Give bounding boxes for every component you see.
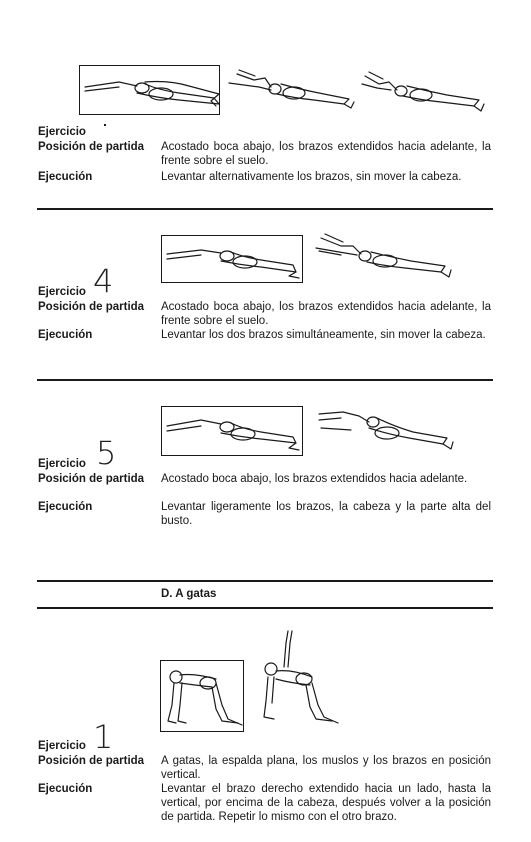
start-position-label: Posición de partida [38,473,145,485]
execution-label: Ejecución [38,783,93,795]
execution-text: Levantar alternativamente los brazos, sin mover la cabeza. [161,171,462,183]
exercise-number: 5 [96,434,117,472]
exercise-label: Ejercicio [38,286,86,298]
section-divider [37,580,493,582]
exercise-label: Ejercicio [38,740,86,752]
kneeling-figure-illustration [160,625,360,735]
exercise-label: Ejercicio [38,126,86,138]
execution-text: Levantar el brazo derecho extendido hacia un lado, hasta la vertical, por encima de la cabeza, después volver a la posición de partida. Repetir lo mismo con el otro brazo. [161,783,491,823]
execution-text: Levantar los dos brazos simultáneamente, sin mover la cabeza. [161,329,486,341]
start-position-label: Posición de partida [38,301,145,313]
execution-label: Ejecución [38,171,93,183]
exercise-number: 1 [93,718,114,756]
section-title: D. A gatas [161,588,217,600]
section-divider [37,607,493,609]
execution-text: Levantar ligeramente los brazos, la cabeza y la parte alta del busto. [161,501,491,527]
start-position-text: A gatas, la espalda plana, los muslos y los brazos en posición vertical. [161,755,491,781]
start-position-text: Acostado boca abajo, los brazos extendidos hacia adelante, la frente sobre el suelo. [161,301,491,327]
start-position-label: Posición de partida [38,755,145,767]
prone-figure-illustration [161,228,461,288]
start-position-text: Acostado boca abajo, los brazos extendidos hacia adelante. [161,473,468,485]
exercise-label: Ejercicio [38,458,86,470]
start-position-label: Posición de partida [38,141,145,153]
section-divider [37,208,493,210]
prone-figure-illustration [161,400,461,460]
section-divider [37,379,493,381]
prone-figure-illustration [79,60,531,120]
execution-label: Ejecución [38,329,93,341]
exercise-number: 4 [93,262,114,300]
start-position-text: Acostado boca abajo, los brazos extendidos hacia adelante, la frente sobre el suelo. [161,141,491,167]
execution-label: Ejecución [38,501,93,513]
dot-mark [104,124,106,126]
